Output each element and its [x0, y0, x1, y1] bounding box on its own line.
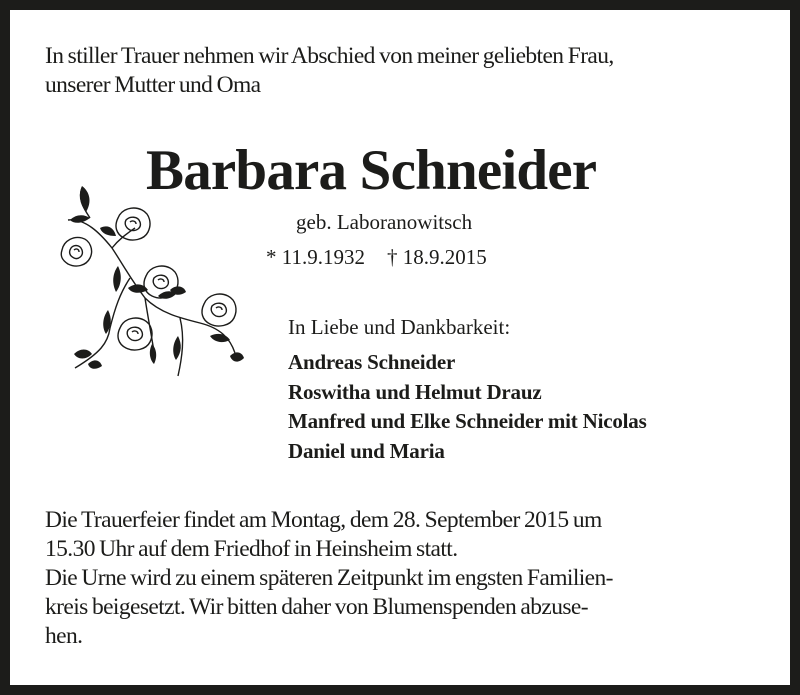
- mourner-name: Andreas Schneider: [288, 350, 456, 374]
- closing-line: Die Trauerfeier findet am Montag, dem 28. September 2015 um: [45, 507, 602, 533]
- life-dates: [266, 244, 487, 270]
- roses-icon: [60, 178, 250, 378]
- mourner-name: Manfred und Elke Schneider mit Nicolas: [288, 409, 647, 433]
- closing-line: 15.30 Uhr auf dem Friedhof in Heinsheim statt.: [45, 536, 458, 562]
- obituary-notice: [10, 10, 790, 685]
- deceased-name: Barbara Schneider: [146, 139, 597, 202]
- mourners-list: [288, 348, 647, 466]
- intro-text: [45, 42, 775, 100]
- intro-line: In stiller Trauer nehmen wir Abschied von meiner geliebten Frau,: [45, 43, 614, 69]
- closing-line: Die Urne wird zu einem späteren Zeitpunkt im engsten Familien-: [45, 565, 613, 591]
- birth-date: * 11.9.1932: [266, 245, 365, 269]
- closing-line: kreis beigesetzt. Wir bitten daher von Blumenspenden abzuse-: [45, 594, 588, 620]
- death-date: † 18.9.2015: [386, 245, 487, 269]
- mourners-heading: In Liebe und Dankbarkeit:: [288, 315, 511, 339]
- closing-text: [45, 506, 775, 651]
- maiden-name: geb. Laboranowitsch: [296, 210, 473, 234]
- intro-line: unserer Mutter und Oma: [45, 72, 261, 98]
- closing-line: hen.: [45, 623, 83, 649]
- mourner-name: Daniel und Maria: [288, 438, 445, 463]
- mourner-name: Roswitha und Helmut Drauz: [288, 379, 542, 404]
